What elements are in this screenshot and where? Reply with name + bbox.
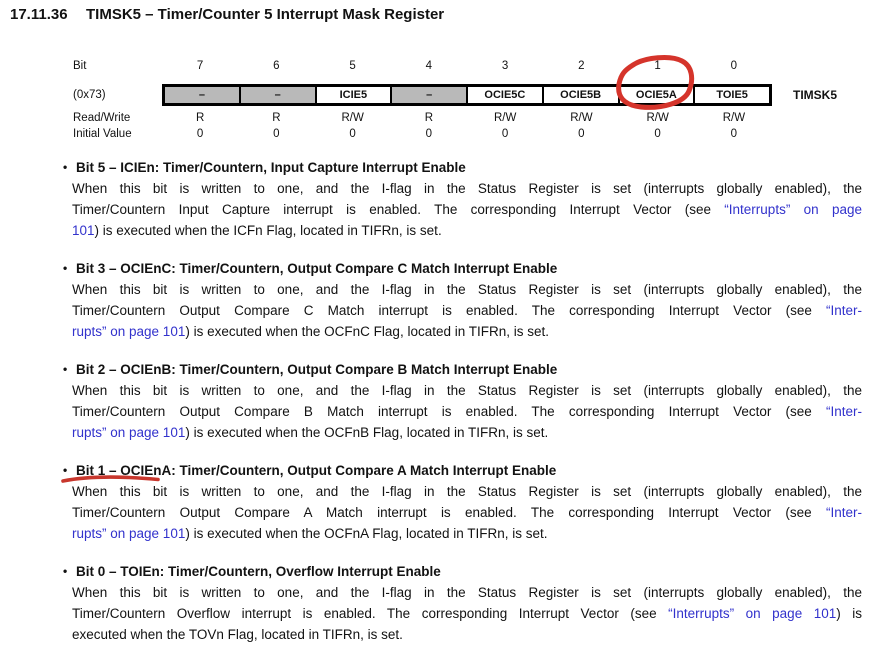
section-heading-text: Bit 2 – OCIEnB: Timer/Countern, Output Compare B Match Interrupt Enable xyxy=(76,362,558,377)
section-heading-text: Bit 1 – OCIEnA: Timer/Countern, Output Compare A Match Interrupt Enable xyxy=(76,463,557,478)
register-bit-cell: OCIE5A xyxy=(618,87,694,103)
text-segment: When this bit is written to one, and the I-flag in the Status Register is set (interrupts globally enabled), the xyxy=(72,282,862,297)
text-line xyxy=(72,199,862,220)
register-name-label: TIMSK5 xyxy=(793,88,838,102)
bullet-icon: • xyxy=(63,463,68,477)
page-link[interactable]: 101 xyxy=(72,223,95,238)
bit-number-row xyxy=(73,60,873,84)
address-label: (0x73) xyxy=(73,89,106,101)
section-heading xyxy=(63,157,862,178)
text-segment: Timer/Countern Output Compare B Match interrupt is enabled. The corresponding Interrupt Vector (see xyxy=(72,404,826,419)
text-line xyxy=(72,582,862,603)
bit-initial-value: 0 xyxy=(654,128,661,140)
section-number: 17.11.36 xyxy=(10,6,68,23)
page-title xyxy=(10,6,444,23)
bit-row-label: Bit xyxy=(73,60,87,72)
page-link[interactable]: “Interrupts” on page xyxy=(724,202,862,217)
text-segment: ) is xyxy=(836,606,862,621)
register-bit-section xyxy=(63,460,862,544)
bit-read-write: R/W xyxy=(646,112,669,124)
section-heading xyxy=(63,460,862,481)
register-bit-cell: OCIE5C xyxy=(466,87,542,103)
text-segment: When this bit is written to one, and the I-flag in the Status Register is set (interrupts globally enabled), the xyxy=(72,181,862,196)
section-heading-text: Bit 5 – ICIEn: Timer/Countern, Input Capture Interrupt Enable xyxy=(76,160,466,175)
section-heading xyxy=(63,359,862,380)
text-segment: ) is executed when the OCFnA Flag, located in TIFRn, is set. xyxy=(185,526,548,541)
text-line xyxy=(72,624,862,645)
initial-values xyxy=(162,128,772,140)
page-link[interactable]: “Inter- xyxy=(825,303,862,318)
section-body xyxy=(63,582,862,645)
bit-initial-value: 0 xyxy=(730,128,738,140)
bit-read-write: R/W xyxy=(341,112,364,124)
bit-initial-value: 0 xyxy=(196,128,204,140)
bit-read-write: R xyxy=(272,112,281,124)
bit-read-write: R/W xyxy=(570,112,593,124)
register-bit-cell: – xyxy=(165,87,239,103)
bit-read-write: R xyxy=(195,112,205,124)
bit-number: 2 xyxy=(578,60,585,72)
text-line xyxy=(72,523,862,544)
bit-number: 0 xyxy=(730,60,738,72)
section-heading xyxy=(63,258,862,279)
section-body xyxy=(63,178,862,241)
register-bit-section xyxy=(63,258,862,342)
read-write-label: Read/Write xyxy=(73,112,131,124)
bit-initial-value: 0 xyxy=(425,128,433,140)
register-bit-section xyxy=(63,157,862,241)
text-line xyxy=(72,502,862,523)
bit-initial-value: 0 xyxy=(578,128,585,140)
text-segment: Timer/Countern Output Compare A Match interrupt is enabled. The corresponding Interrupt Vector (see xyxy=(72,505,826,520)
section-heading-text: Bit 3 – OCIEnC: Timer/Countern, Output Compare C Match Interrupt Enable xyxy=(76,261,558,276)
bit-number: 3 xyxy=(501,60,509,72)
register-bit-table xyxy=(73,60,873,140)
sections xyxy=(63,157,862,662)
register-cells xyxy=(162,84,772,106)
text-line xyxy=(72,300,862,321)
text-line xyxy=(72,321,862,342)
bit-numbers xyxy=(162,60,772,72)
bit-initial-value: 0 xyxy=(273,128,280,140)
text-line xyxy=(72,401,862,422)
read-write-values xyxy=(162,112,772,124)
text-segment: Timer/Countern Overflow interrupt is enabled. The corresponding Interrupt Vector (see xyxy=(72,606,669,621)
text-segment: executed when the TOVn Flag, located in TIFRn, is set. xyxy=(72,627,403,642)
bit-number: 7 xyxy=(196,60,204,72)
bit-initial-value: 0 xyxy=(501,128,509,140)
initial-value-row xyxy=(73,128,873,140)
page-link[interactable]: rupts” on page 101 xyxy=(72,324,186,339)
page-title-text: TIMSK5 – Timer/Counter 5 Interrupt Mask Register xyxy=(86,6,445,23)
bit-number: 5 xyxy=(349,60,356,72)
bullet-icon: • xyxy=(63,564,68,578)
page-link[interactable]: “Inter- xyxy=(825,404,862,419)
section-body xyxy=(63,279,862,342)
page-link[interactable]: “Interrupts” on page 101 xyxy=(668,606,837,621)
bit-initial-value: 0 xyxy=(349,128,356,140)
bit-number: 1 xyxy=(654,60,661,72)
text-segment: ) is executed when the ICFn Flag, located in TIFRn, is set. xyxy=(94,223,442,238)
register-bit-cell: ICIE5 xyxy=(315,87,391,103)
bullet-icon: • xyxy=(63,261,68,275)
text-segment: When this bit is written to one, and the I-flag in the Status Register is set (interrupts globally enabled), the xyxy=(72,585,862,600)
register-bit-section xyxy=(63,561,862,645)
section-heading xyxy=(63,561,862,582)
read-write-row xyxy=(73,112,873,124)
bit-number: 4 xyxy=(425,60,433,72)
text-line xyxy=(72,279,862,300)
register-bit-section xyxy=(63,359,862,443)
bit-read-write: R xyxy=(424,112,434,124)
register-bit-cell: – xyxy=(390,87,466,103)
bullet-icon: • xyxy=(63,160,68,174)
text-line xyxy=(72,603,862,624)
section-heading-text: Bit 0 – TOIEn: Timer/Countern, Overflow Interrupt Enable xyxy=(76,564,441,579)
register-bit-cell: – xyxy=(239,87,315,103)
text-segment: ) is executed when the OCFnC Flag, located in TIFRn, is set. xyxy=(185,324,549,339)
section-body xyxy=(63,380,862,443)
section-body xyxy=(63,481,862,544)
text-segment: ) is executed when the OCFnB Flag, located in TIFRn, is set. xyxy=(185,425,549,440)
register-bit-cell: TOIE5 xyxy=(693,87,769,103)
page-link[interactable]: “Inter- xyxy=(825,505,862,520)
initial-value-label: Initial Value xyxy=(73,128,132,140)
text-line xyxy=(72,220,862,241)
bit-read-write: R/W xyxy=(722,112,746,124)
bit-number: 6 xyxy=(273,60,280,72)
text-segment: When this bit is written to one, and the I-flag in the Status Register is set (interrupts globally enabled), the xyxy=(72,484,862,499)
page-link[interactable]: rupts” on page 101 xyxy=(72,425,186,440)
text-segment: When this bit is written to one, and the I-flag in the Status Register is set (interrupts globally enabled), the xyxy=(72,383,862,398)
register-row xyxy=(73,84,873,106)
text-line xyxy=(72,178,862,199)
page-link[interactable]: rupts” on page 101 xyxy=(72,526,186,541)
text-segment: Timer/Countern Input Capture interrupt is enabled. The corresponding Interrupt Vector (see xyxy=(72,202,725,217)
text-line xyxy=(72,481,862,502)
text-segment: Timer/Countern Output Compare C Match interrupt is enabled. The corresponding Interrupt Vector (see xyxy=(72,303,826,318)
register-bit-cell: OCIE5B xyxy=(542,87,618,103)
bit-read-write: R/W xyxy=(493,112,517,124)
text-line xyxy=(72,380,862,401)
text-line xyxy=(72,422,862,443)
bullet-icon: • xyxy=(63,362,68,376)
